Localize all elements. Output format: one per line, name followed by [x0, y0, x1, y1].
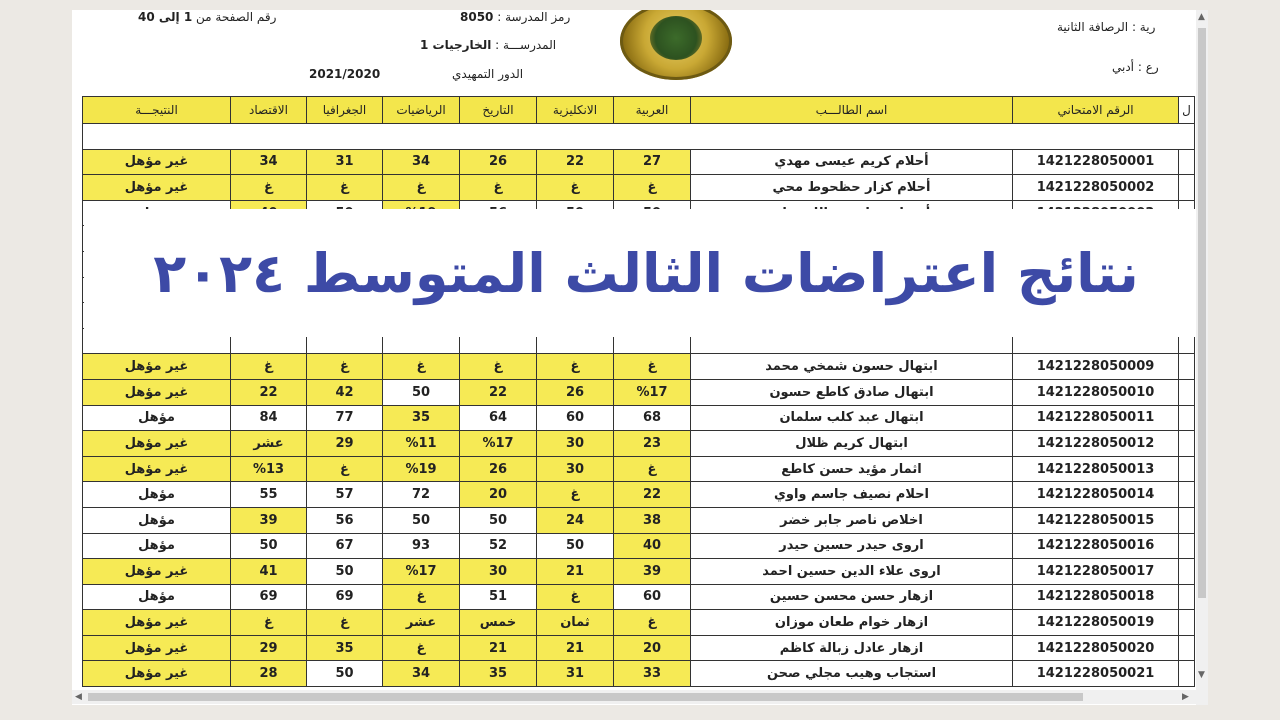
table-row [83, 533, 1195, 559]
exam-number-cell: 1421228050019 [1013, 610, 1179, 636]
grade-math-cell: 50 [383, 507, 460, 533]
exam-number-cell: 1421228050009 [1013, 354, 1179, 380]
grade-economics-cell: 34 [231, 149, 307, 175]
grade-history-cell: 50 [460, 507, 537, 533]
result-cell: غير مؤهل [83, 149, 231, 175]
branch-line [1112, 60, 1159, 74]
row-edge-cell [1179, 661, 1195, 687]
exam-number-cell: 1421228050021 [1013, 661, 1179, 687]
grade-geography-cell: 67 [307, 533, 383, 559]
directorate-value: الرصافة الثانية [1057, 20, 1129, 34]
school-code-line [460, 10, 570, 24]
grade-arabic-cell: 20 [614, 635, 691, 661]
exam-number-cell: 1421228050013 [1013, 456, 1179, 482]
table-row [83, 149, 1195, 175]
grade-math-cell: 35 [383, 405, 460, 431]
col-header-exam-number: الرقم الامتحاني [1013, 97, 1179, 124]
grade-math-cell: 93 [383, 533, 460, 559]
table-header-row [83, 97, 1195, 124]
grade-history-cell: 26 [460, 456, 537, 482]
grade-economics-cell: %13 [231, 456, 307, 482]
grade-math-cell: غ [383, 635, 460, 661]
grade-arabic-cell: غ [614, 354, 691, 380]
exam-number-cell: 1421228050020 [1013, 635, 1179, 661]
grade-history-cell: %17 [460, 431, 537, 457]
grade-math-cell: 34 [383, 149, 460, 175]
grade-math-cell: عشر [383, 610, 460, 636]
grade-english-cell: 31 [537, 661, 614, 687]
col-header-geography: الجغرافيا [307, 97, 383, 124]
result-cell: مؤهل [83, 533, 231, 559]
student-name-cell: أحلام كريم عيسى مهدي [691, 149, 1013, 175]
grade-geography-cell: 50 [307, 559, 383, 585]
directorate-line [1057, 20, 1155, 34]
grade-history-cell: 30 [460, 559, 537, 585]
grade-arabic-cell: 22 [614, 482, 691, 508]
row-edge-cell [1179, 559, 1195, 585]
row-edge-cell [1179, 482, 1195, 508]
grade-math-cell: 34 [383, 661, 460, 687]
banner-title: نتائج اعتراضات الثالث المتوسط ٢٠٢٤ [153, 241, 1139, 305]
grade-geography-cell: غ [307, 175, 383, 201]
logo-emblem-icon [650, 16, 702, 60]
result-cell: غير مؤهل [83, 661, 231, 687]
grade-geography-cell: 35 [307, 635, 383, 661]
row-edge-cell [1179, 533, 1195, 559]
grade-history-cell: غ [460, 354, 537, 380]
page-info-value: 1 إلى 40 [138, 10, 193, 24]
grade-geography-cell: 29 [307, 431, 383, 457]
title-banner [84, 209, 1208, 337]
grade-economics-cell: 50 [231, 533, 307, 559]
grade-history-cell: 22 [460, 379, 537, 405]
header-spacer [83, 124, 1195, 150]
grade-economics-cell: عشر [231, 431, 307, 457]
grade-history-cell: 52 [460, 533, 537, 559]
row-edge-cell [1179, 149, 1195, 175]
table-row [83, 635, 1195, 661]
student-name-cell: اثمار مؤيد حسن كاطع [691, 456, 1013, 482]
grade-english-cell: ثمان [537, 610, 614, 636]
exam-number-cell: 1421228050017 [1013, 559, 1179, 585]
results-sheet [72, 10, 1196, 705]
exam-number-cell: 1421228050002 [1013, 175, 1179, 201]
grade-history-cell: 26 [460, 149, 537, 175]
grade-geography-cell: 56 [307, 507, 383, 533]
row-edge-cell [1179, 431, 1195, 457]
grade-arabic-cell: غ [614, 175, 691, 201]
school-year: 2021/2020 [309, 67, 381, 81]
grade-arabic-cell: غ [614, 456, 691, 482]
grade-geography-cell: غ [307, 354, 383, 380]
grade-arabic-cell: 23 [614, 431, 691, 457]
table-row [83, 610, 1195, 636]
row-edge-cell [1179, 610, 1195, 636]
result-cell: غير مؤهل [83, 175, 231, 201]
grade-math-cell: %11 [383, 431, 460, 457]
student-name-cell: ابتهال كريم ظلال [691, 431, 1013, 457]
grade-economics-cell: غ [231, 610, 307, 636]
row-edge-cell [1179, 175, 1195, 201]
grade-geography-cell: 77 [307, 405, 383, 431]
col-header-history: التاريخ [460, 97, 537, 124]
grade-history-cell: غ [460, 175, 537, 201]
grade-economics-cell: 39 [231, 507, 307, 533]
grade-arabic-cell: 27 [614, 149, 691, 175]
grade-math-cell: غ [383, 354, 460, 380]
result-cell: مؤهل [83, 584, 231, 610]
row-edge-cell [1179, 507, 1195, 533]
table-row [83, 584, 1195, 610]
table-row [83, 661, 1195, 687]
scroll-right-icon[interactable]: ▶ [1182, 692, 1189, 702]
vertical-scrollbar[interactable] [1196, 10, 1208, 705]
grade-arabic-cell: 39 [614, 559, 691, 585]
grade-english-cell: غ [537, 584, 614, 610]
student-name-cell: ابتهال صادق كاطع حسون [691, 379, 1013, 405]
result-cell: غير مؤهل [83, 456, 231, 482]
grade-math-cell: 72 [383, 482, 460, 508]
exam-number-cell: 1421228050001 [1013, 149, 1179, 175]
exam-number-cell: 1421228050012 [1013, 431, 1179, 457]
grade-english-cell: 21 [537, 635, 614, 661]
grade-english-cell: 30 [537, 456, 614, 482]
grade-economics-cell: غ [231, 354, 307, 380]
result-cell: غير مؤهل [83, 610, 231, 636]
table-row [83, 354, 1195, 380]
grade-english-cell: غ [537, 175, 614, 201]
table-row [83, 482, 1195, 508]
scroll-down-icon[interactable]: ▼ [1198, 670, 1205, 680]
exam-number-cell: 1421228050015 [1013, 507, 1179, 533]
row-edge-cell [1179, 456, 1195, 482]
grade-geography-cell: غ [307, 456, 383, 482]
school-name-line [420, 38, 556, 52]
grade-geography-cell: 42 [307, 379, 383, 405]
grade-arabic-cell: 40 [614, 533, 691, 559]
student-name-cell: اروى حيدر حسين حيدر [691, 533, 1013, 559]
grade-arabic-cell: 60 [614, 584, 691, 610]
page-info-label: رقم الصفحة من [196, 10, 277, 24]
exam-number-cell: 1421228050011 [1013, 405, 1179, 431]
row-edge-cell [1179, 379, 1195, 405]
student-name-cell: احلام نصيف جاسم واوي [691, 482, 1013, 508]
grade-economics-cell: 22 [231, 379, 307, 405]
student-name-cell: اروى علاء الدين حسين احمد [691, 559, 1013, 585]
grade-economics-cell: 84 [231, 405, 307, 431]
grade-arabic-cell: 33 [614, 661, 691, 687]
table-row [83, 456, 1195, 482]
school-code-label: رمز المدرسة : [497, 10, 571, 24]
col-header-student-name: اسم الطالـــب [691, 97, 1013, 124]
grade-english-cell: 22 [537, 149, 614, 175]
edge-col-header: ل [1179, 97, 1195, 124]
school-code-value: 8050 [460, 10, 494, 24]
grade-math-cell: 50 [383, 379, 460, 405]
branch-value: أدبي [1112, 60, 1135, 74]
grade-history-cell: 64 [460, 405, 537, 431]
grade-economics-cell: 28 [231, 661, 307, 687]
grade-arabic-cell: 68 [614, 405, 691, 431]
student-name-cell: ابتهال حسون شمخي محمد [691, 354, 1013, 380]
grade-english-cell: 21 [537, 559, 614, 585]
exam-round: الدور التمهيدي [452, 67, 524, 81]
student-name-cell: ازهار حسن محسن حسين [691, 584, 1013, 610]
exam-number-cell: 1421228050014 [1013, 482, 1179, 508]
grade-geography-cell: 50 [307, 661, 383, 687]
col-header-math: الرياضيات [383, 97, 460, 124]
table-row [83, 175, 1195, 201]
directorate-label: رية : [1131, 20, 1156, 34]
horizontal-scroll-thumb[interactable] [88, 693, 1083, 701]
grade-geography-cell: غ [307, 610, 383, 636]
grade-english-cell: غ [537, 354, 614, 380]
grade-economics-cell: غ [231, 175, 307, 201]
student-name-cell: اخلاص ناصر جابر خضر [691, 507, 1013, 533]
grade-history-cell: 51 [460, 584, 537, 610]
grade-economics-cell: 55 [231, 482, 307, 508]
result-cell: مؤهل [83, 405, 231, 431]
grades-table [82, 96, 1195, 687]
exam-number-cell: 1421228050016 [1013, 533, 1179, 559]
scroll-left-icon[interactable]: ◀ [75, 692, 82, 702]
table-row [83, 507, 1195, 533]
grade-economics-cell: 41 [231, 559, 307, 585]
grade-arabic-cell: %17 [614, 379, 691, 405]
result-cell: غير مؤهل [83, 431, 231, 457]
horizontal-scrollbar[interactable] [72, 690, 1196, 704]
col-header-result: النتيجـــة [83, 97, 231, 124]
table-row [83, 379, 1195, 405]
grade-english-cell: 26 [537, 379, 614, 405]
branch-label: رع : [1137, 60, 1159, 74]
row-edge-cell [1179, 405, 1195, 431]
vertical-scroll-thumb[interactable] [1198, 28, 1206, 598]
grade-english-cell: 50 [537, 533, 614, 559]
grade-math-cell: غ [383, 175, 460, 201]
grade-math-cell: غ [383, 584, 460, 610]
grade-math-cell: %17 [383, 559, 460, 585]
result-cell: غير مؤهل [83, 635, 231, 661]
exam-number-cell: 1421228050018 [1013, 584, 1179, 610]
grade-english-cell: 30 [537, 431, 614, 457]
ministry-logo [620, 10, 732, 80]
grade-history-cell: 20 [460, 482, 537, 508]
row-edge-cell [1179, 584, 1195, 610]
student-name-cell: استجاب وهيب مجلي صحن [691, 661, 1013, 687]
grade-history-cell: 35 [460, 661, 537, 687]
grade-math-cell: %19 [383, 456, 460, 482]
exam-number-cell: 1421228050010 [1013, 379, 1179, 405]
grade-english-cell: 60 [537, 405, 614, 431]
grade-economics-cell: 69 [231, 584, 307, 610]
result-cell: مؤهل [83, 482, 231, 508]
result-cell: غير مؤهل [83, 354, 231, 380]
grade-arabic-cell: 38 [614, 507, 691, 533]
grade-geography-cell: 31 [307, 149, 383, 175]
grade-history-cell: خمس [460, 610, 537, 636]
row-edge-cell [1179, 354, 1195, 380]
row-edge-cell [1179, 635, 1195, 661]
student-name-cell: ازهار خوام طعان موزان [691, 610, 1013, 636]
result-cell: مؤهل [83, 507, 231, 533]
grade-english-cell: 24 [537, 507, 614, 533]
grade-geography-cell: 57 [307, 482, 383, 508]
col-header-economics: الاقتصاد [231, 97, 307, 124]
school-name-label: المدرســـة : [495, 38, 557, 52]
result-cell: غير مؤهل [83, 379, 231, 405]
table-body-bottom [83, 354, 1195, 687]
col-header-english: الانكليزية [537, 97, 614, 124]
table-row [83, 405, 1195, 431]
grade-english-cell: غ [537, 482, 614, 508]
result-cell: غير مؤهل [83, 559, 231, 585]
grade-geography-cell: 69 [307, 584, 383, 610]
student-name-cell: أحلام كزار حظحوط محي [691, 175, 1013, 201]
col-header-arabic: العربية [614, 97, 691, 124]
student-name-cell: ازهار عادل زبالة كاظم [691, 635, 1013, 661]
table-row [83, 559, 1195, 585]
student-name-cell: ابتهال عبد كلب سلمان [691, 405, 1013, 431]
grade-arabic-cell: غ [614, 610, 691, 636]
grade-economics-cell: 29 [231, 635, 307, 661]
scroll-up-icon[interactable]: ▲ [1198, 12, 1205, 22]
school-name-value: الخارجيات 1 [420, 38, 492, 52]
page-info [138, 10, 276, 24]
grade-history-cell: 21 [460, 635, 537, 661]
table-row [83, 431, 1195, 457]
